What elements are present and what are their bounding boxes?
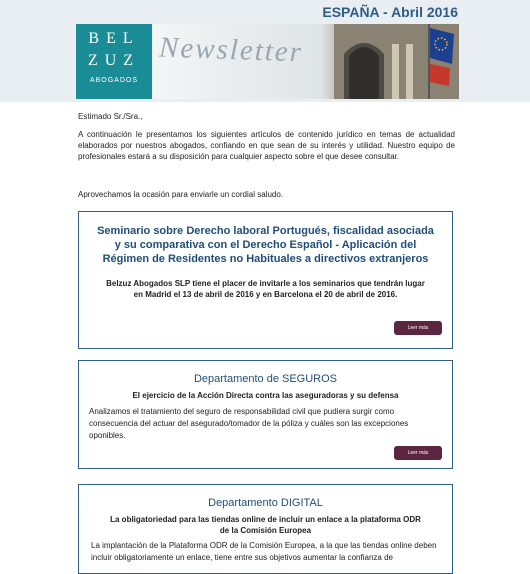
banner-word: Newsletter (158, 31, 304, 69)
regards-text: Aprovechamos la ocasión para enviarle un cordial saludo. (78, 190, 284, 199)
article-body: Belzuz Abogados SLP tiene el placer de invitarle a los seminarios que tendrán lugar en Madrid el 13 de abril de 2016 y en Barcelona el 20 de abril de 2016. (106, 279, 425, 299)
edition-label: ESPAÑA - Abril 2016 (322, 4, 458, 20)
salutation: Estimado Sr./Sra., (78, 112, 143, 121)
intro-paragraph: A continuación le presentamos los siguientes artículos de contenido jurídico en temas de actualidad elaborados por nuestros abogados, confiando en que sean de su interés y utilidad. Nuestro equipo de profesionales estará a su disposición para cualquier aspecto sobre el que desee consultar. (78, 130, 455, 161)
logo-subtitle: ABOGADOS (89, 77, 139, 84)
building-facade-image (334, 24, 459, 99)
article-card-digital (78, 484, 453, 574)
article-title[interactable]: Departamento de SEGUROS (193, 373, 338, 385)
article-title[interactable]: Departamento DIGITAL (208, 497, 323, 509)
article-subtitle: La obligatoriedad para las tiendas online de incluir un enlace a la plataforma ODR de la Comisión Europea (110, 515, 421, 535)
article-card-seminar (78, 211, 453, 349)
article-body: La implantación de la Plataforma ODR de la Comisión Europea, a la que las tiendas online deben incluir obligatoriamente un enlace, tiene entre sus objetivos aumentar la confianza de (91, 541, 437, 562)
article-body: Analizamos el tratamiento del seguro de responsabilidad civil que pudiera surgir como consecuencia del actuar del asegurado/tomador de la póliza y cuáles son las excepciones oponibles. (89, 407, 409, 440)
logo-line-2: ZUZ (87, 52, 141, 69)
article-title[interactable]: Seminario sobre Derecho laboral Portugués, fiscalidad asociada y su comparativa con el Derecho Español - Aplicación del Régimen de Residentes no Habituales a directivos extranjeros (97, 225, 434, 265)
newsletter-banner (153, 24, 459, 99)
read-more-button[interactable]: Leer más (394, 321, 442, 335)
read-more-button[interactable]: Leer más (394, 446, 442, 460)
belzuz-logo[interactable] (76, 24, 152, 99)
article-card-seguros (78, 360, 453, 469)
logo-line-1: BEL (88, 30, 140, 47)
article-subtitle: El ejercicio de la Acción Directa contra las aseguradoras y su defensa (132, 391, 399, 400)
